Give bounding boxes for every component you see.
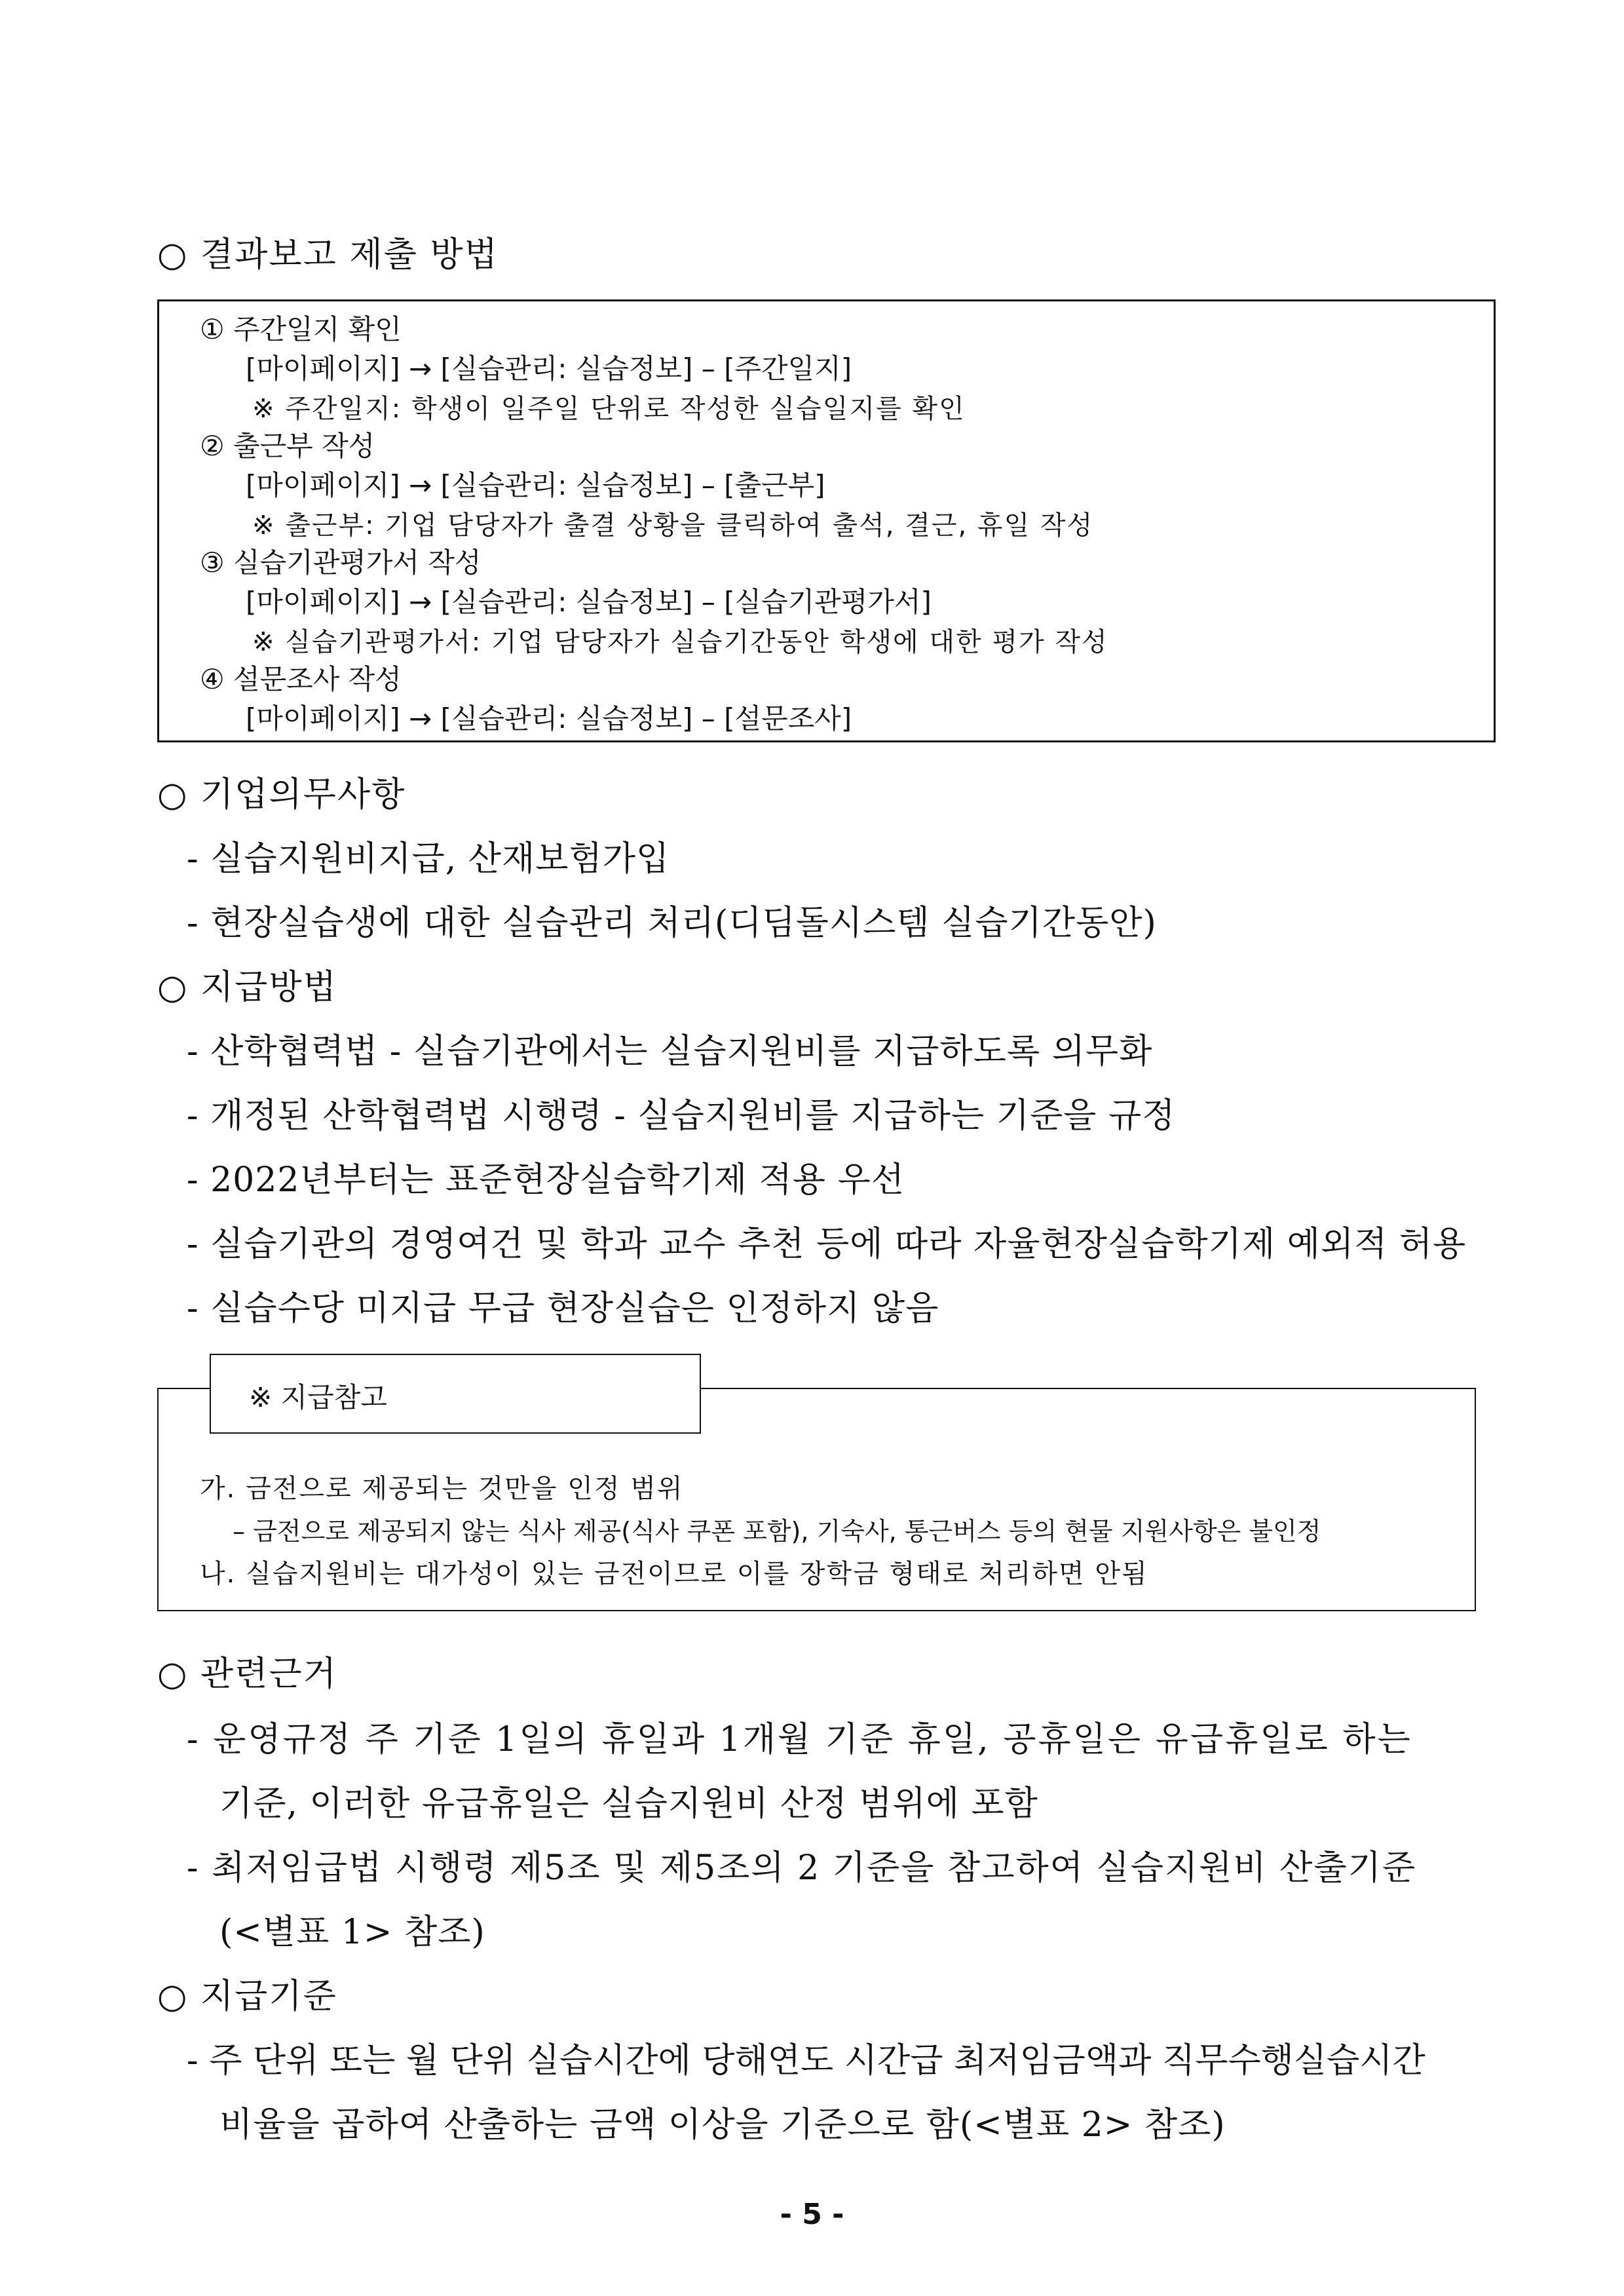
heading-payment-method: ○ 지급방법 (157, 968, 337, 1007)
heading-payment-standard: ○ 지급기준 (157, 1977, 337, 2016)
step-4-title: ④ 설문조사 작성 (200, 663, 402, 695)
payment-standard-item-1-line-2: 비율을 곱하여 산출하는 금액 이상을 기준으로 함(<별표 2> 참조) (219, 2105, 1226, 2145)
payment-standard-item-1-line-1: - 주 단위 또는 월 단위 실습시간에 당해연도 시간급 최저임금액과 직무수행실습시간 (187, 2041, 1426, 2080)
step-4-path: [마이페이지] → [실습관리: 실습정보] – [설문조사] (246, 702, 852, 735)
legal-basis-item-1-line-1: - 운영규정 주 기준 1일의 휴일과 1개월 기준 휴일, 공휴일은 유급휴일로 하는 (187, 1720, 1412, 1759)
legal-basis-item-2-line-2: (<별표 1> 참조) (219, 1913, 485, 1952)
step-2-path: [마이페이지] → [실습관리: 실습정보] – [출근부] (246, 469, 825, 501)
payment-reference-tab-label: ※ 지급참고 (249, 1381, 387, 1413)
step-1-note: ※ 주간일지: 학생이 일주일 단위로 작성한 실습일지를 확인 (252, 394, 966, 424)
step-3-title: ③ 실습기관평가서 작성 (200, 546, 482, 579)
step-2-title: ② 출근부 작성 (200, 430, 375, 462)
payment-method-item-2: - 개정된 산학협력법 시행령 - 실습지원비를 지급하는 기준을 규정 (187, 1096, 1176, 1136)
payment-reference-line-1: 가. 금전으로 제공되는 것만을 인정 범위 (200, 1474, 684, 1504)
payment-method-item-1: - 산학협력법 - 실습기관에서는 실습지원비를 지급하도록 의무화 (187, 1032, 1153, 1071)
company-duty-item-1: - 실습지원비지급, 산재보험가입 (187, 839, 670, 879)
legal-basis-item-2-line-1: - 최저임급법 시행령 제5조 및 제5조의 2 기준을 참고하여 실습지원비 산출기준 (187, 1848, 1417, 1888)
payment-reference-line-2: – 금전으로 제공되지 않는 식사 제공(식사 쿠폰 포함), 기숙사, 통근버스 등의 현물 지원사항은 불인정 (233, 1517, 1321, 1546)
legal-basis-item-1-line-2: 기준, 이러한 유급휴일은 실습지원비 산정 범위에 포함 (219, 1784, 1038, 1824)
step-1-path: [마이페이지] → [실습관리: 실습정보] – [주간일지] (246, 353, 852, 385)
payment-method-item-3: - 2022년부터는 표준현장실습학기제 적용 우선 (187, 1160, 905, 1200)
heading-legal-basis: ○ 관련근거 (157, 1655, 337, 1694)
company-duty-item-2: - 현장실습생에 대한 실습관리 처리(디딤돌시스템 실습기간동안) (187, 904, 1157, 943)
payment-method-item-5: - 실습수당 미지급 무급 현장실습은 인정하지 않음 (187, 1289, 939, 1328)
step-3-path: [마이페이지] → [실습관리: 실습정보] – [실습기관평가서] (246, 586, 932, 618)
heading-company-duty: ○ 기업의무사항 (157, 775, 406, 814)
heading-result-report: ○ 결과보고 제출 방법 (157, 235, 499, 275)
payment-method-item-4: - 실습기관의 경영여건 및 학과 교수 추천 등에 따라 자율현장실습학기제 예외적 허용 (187, 1225, 1467, 1264)
step-3-note: ※ 실습기관평가서: 기업 담당자가 실습기간동안 학생에 대한 평가 작성 (252, 627, 1108, 657)
step-1-title: ① 주간일지 확인 (200, 313, 402, 345)
payment-reference-line-3: 나. 실습지원비는 대가성이 있는 금전이므로 이를 장학금 형태로 처리하면 안됨 (200, 1559, 1148, 1589)
page-number: - 5 - (780, 2198, 844, 2231)
step-2-note: ※ 출근부: 기업 담당자가 출결 상황을 클릭하여 출석, 결근, 휴일 작성 (252, 510, 1094, 541)
